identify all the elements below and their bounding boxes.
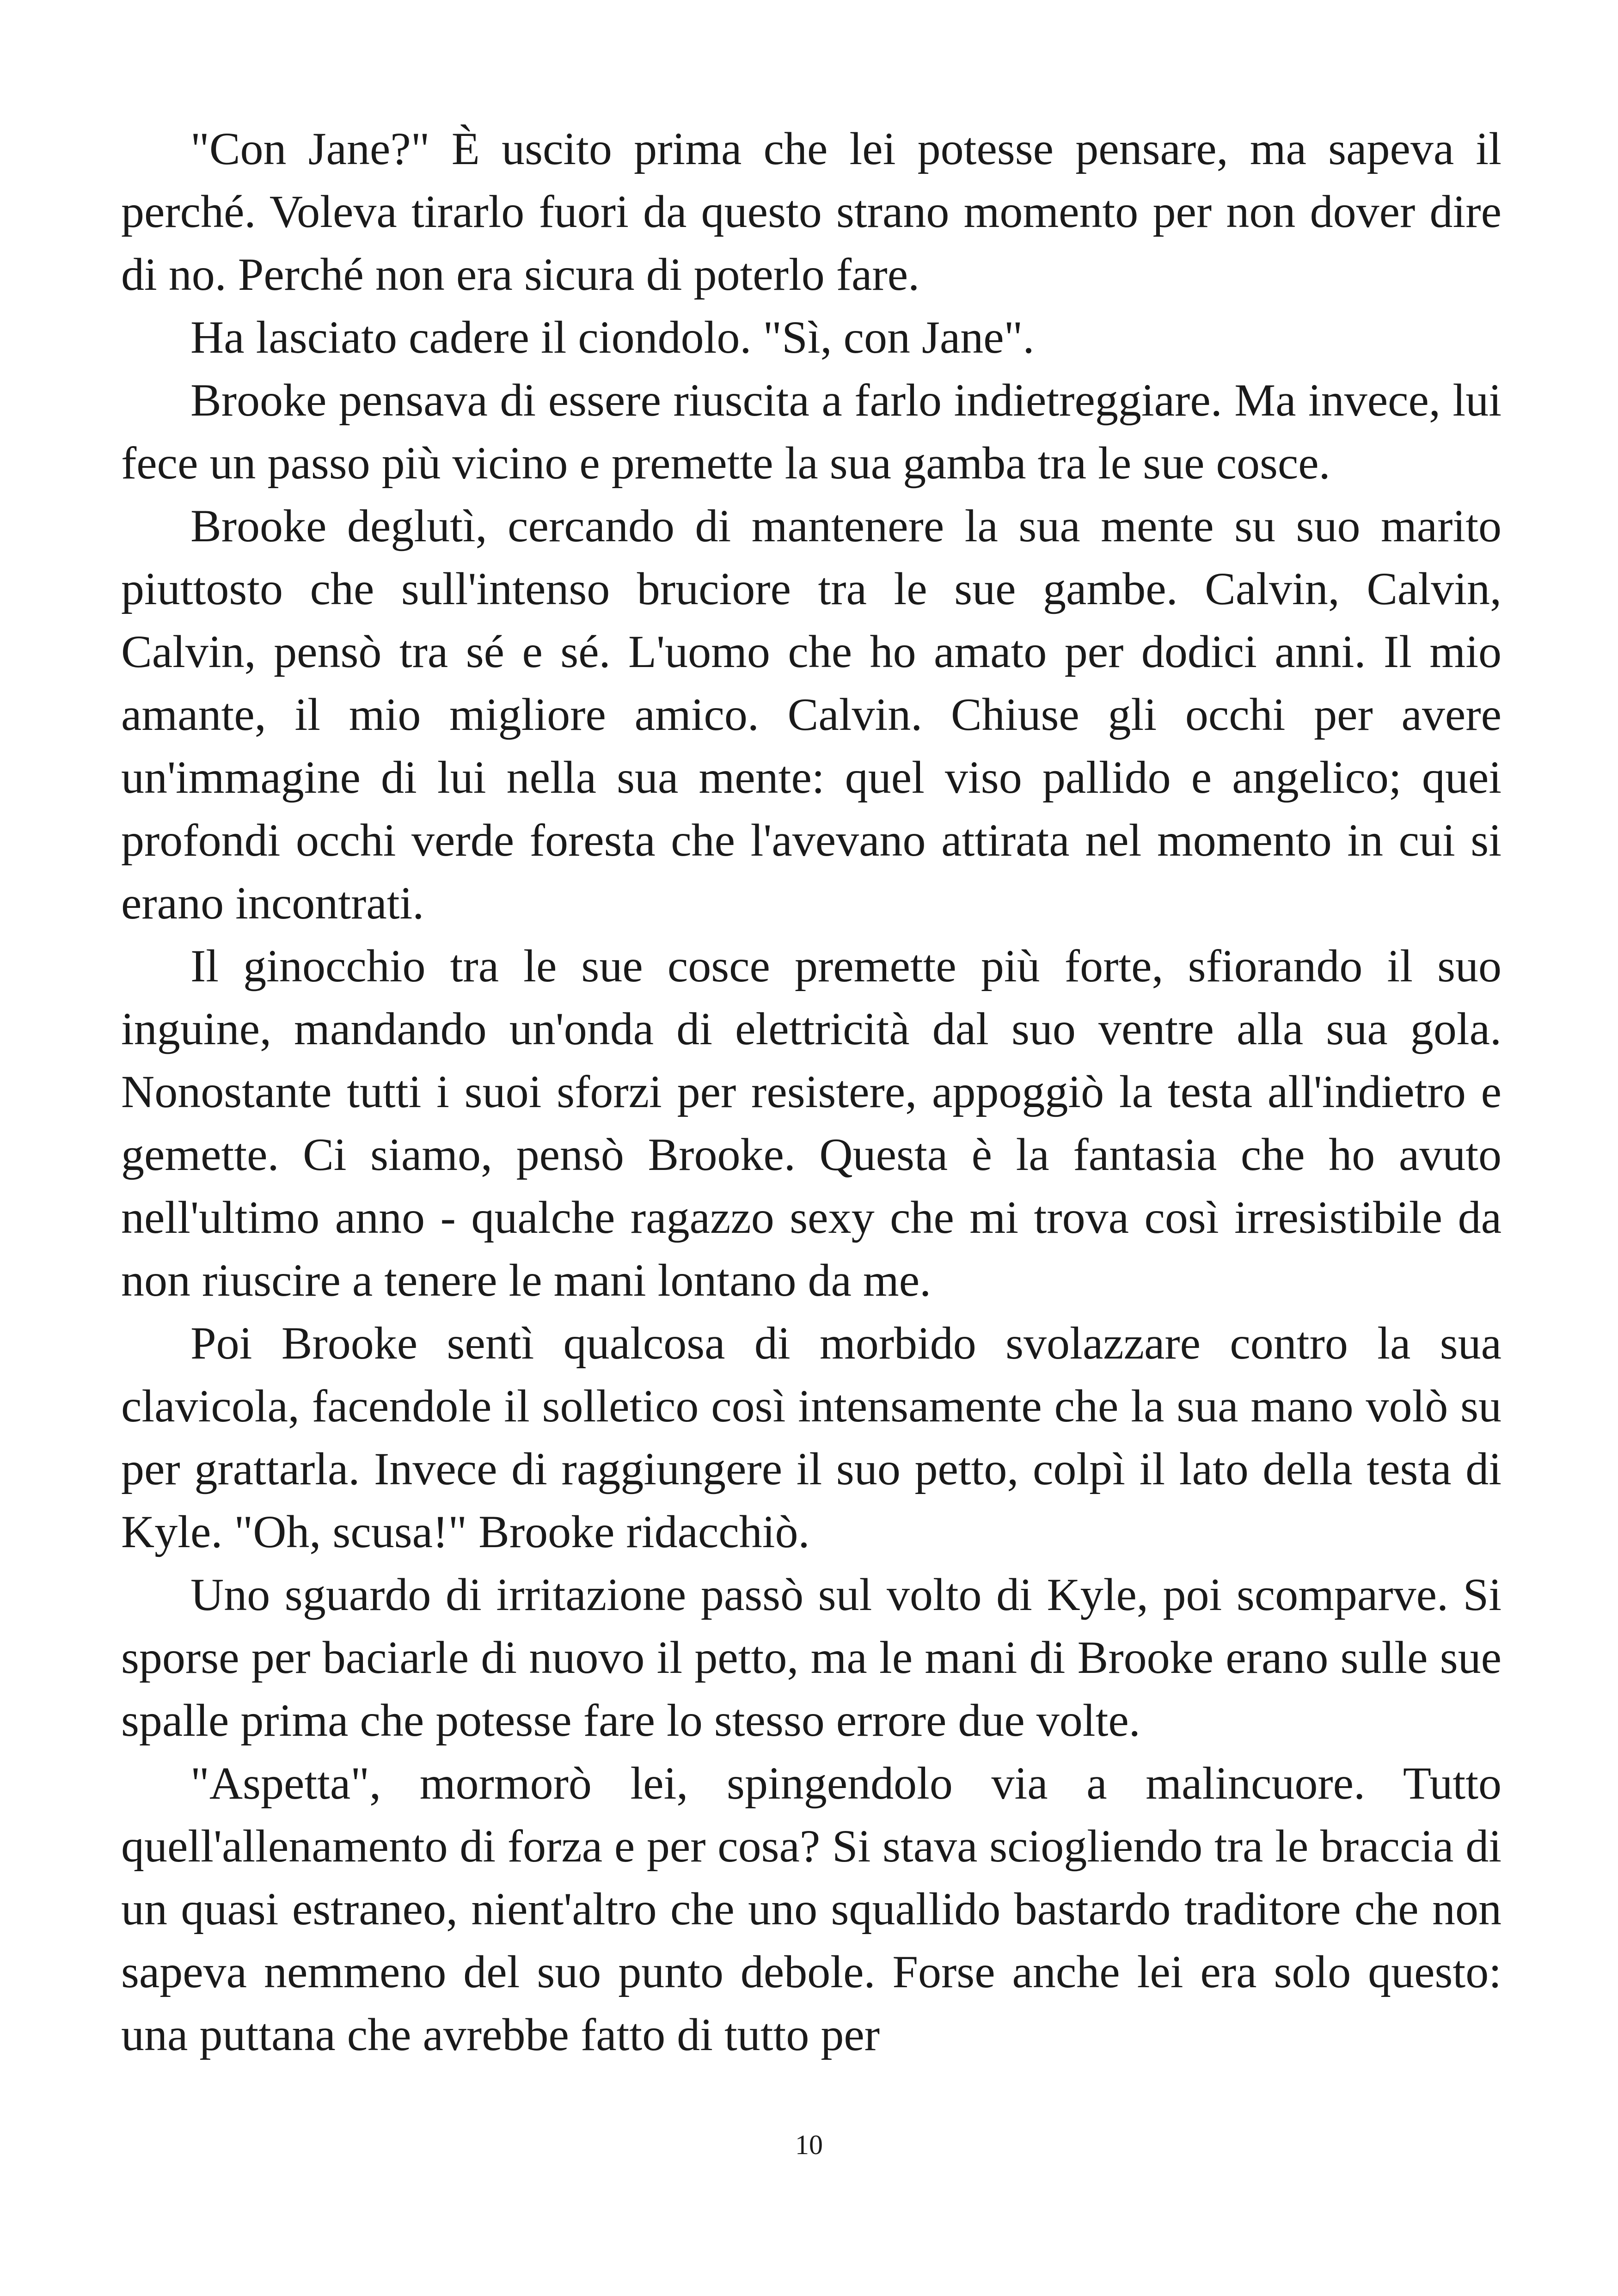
paragraph: "Con Jane?" È uscito prima che lei potesse pensare, ma sapeva il perché. Voleva tirarlo fuori da questo strano momento per non dover dire di no. Perché non era sicura di poterlo fare. xyxy=(121,123,1502,300)
page-number: 10 xyxy=(795,2130,823,2160)
paragraph: Brooke deglutì, cercando di mantenere la sua mente su suo marito piuttosto che sull'intenso bruciore tra le sue gambe. Calvin, Calvin, Calvin, pensò tra sé e sé. L'uomo che ho amato per dodici anni. Il mio amante, il mio migliore amico. Calvin. Chiuse gli occhi per avere un'immagine di lui nella sua mente: quel viso pallido e angelico; quei profondi occhi verde foresta che l'avevano attirata nel momento in cui si erano incontrati. xyxy=(121,500,1502,929)
paragraph: Uno sguardo di irritazione passò sul volto di Kyle, poi scomparve. Si sporse per baciarle di nuovo il petto, ma le mani di Brooke erano sulle sue spalle prima che potesse fare lo stesso errore due volte. xyxy=(121,1569,1502,1746)
paragraph: Brooke pensava di essere riuscita a farlo indietreggiare. Ma invece, lui fece un passo più vicino e premette la sua gamba tra le sue cosce. xyxy=(121,374,1502,489)
paragraph: Il ginocchio tra le sue cosce premette più forte, sfiorando il suo inguine, mandando un'onda di elettricità dal suo ventre alla sua gola. Nonostante tutti i suoi sforzi per resistere, appoggiò la testa all'indietro e gemette. Ci siamo, pensò Brooke. Questa è la fantasia che ho avuto nell'ultimo anno - qualche ragazzo sexy che mi trova così irresistibile da non riuscire a tenere le mani lontano da me. xyxy=(121,940,1502,1306)
paragraph: "Aspetta", mormorò lei, spingendolo via a malincuore. Tutto quell'allenamento di forza e per cosa? Si stava sciogliendo tra le braccia di un quasi estraneo, nient'altro che uno squallido bastardo traditore che non sapeva nemmeno del suo punto debole. Forse anche lei era solo questo: una puttana che avrebbe fatto di tutto per xyxy=(121,1757,1502,2060)
paragraph: Ha lasciato cadere il ciondolo. "Sì, con Jane". xyxy=(190,312,1035,363)
body-text xyxy=(121,117,1502,2066)
paragraph: Poi Brooke sentì qualcosa di morbido svolazzare contro la sua clavicola, facendole il solletico così intensamente che la sua mano volò su per grattarla. Invece di raggiungere il suo petto, colpì il lato della testa di Kyle. "Oh, scusa!" Brooke ridacchiò. xyxy=(121,1317,1502,1557)
